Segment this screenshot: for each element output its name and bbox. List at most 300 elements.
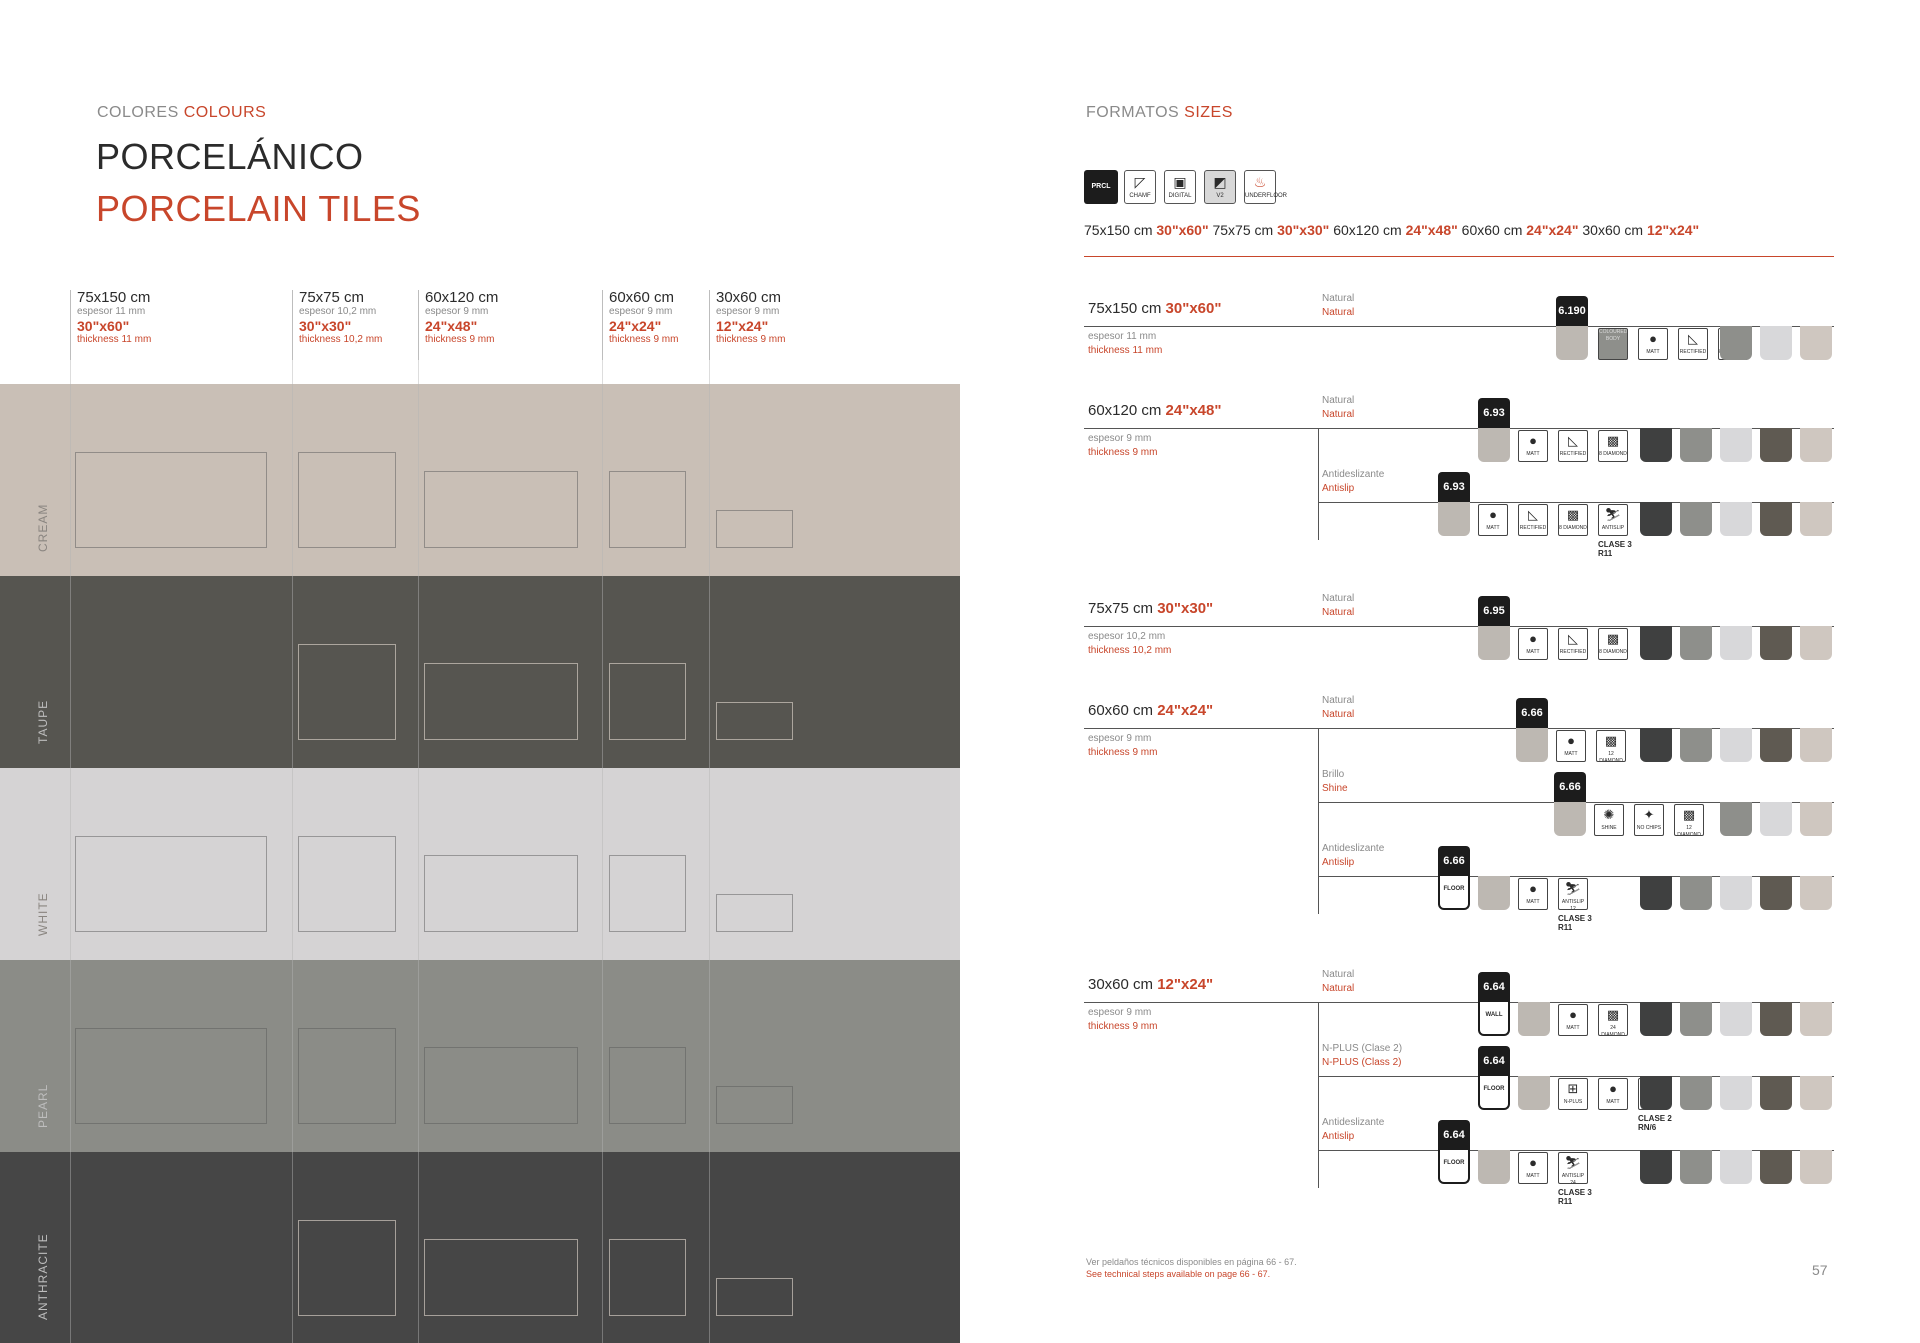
colour-swatch <box>1800 326 1832 360</box>
title-en: PORCELAIN TILES <box>96 188 421 229</box>
section-bracket <box>1318 728 1319 914</box>
column-size: 30x60 cm <box>716 289 782 306</box>
badge-swatch <box>1478 428 1510 462</box>
page-number: 57 <box>1812 1262 1828 1278</box>
underfloor-icon: ♨ UNDERFLOOR <box>1244 170 1276 204</box>
column-inch: 30"x30" <box>299 318 352 334</box>
finish-en: Antislip <box>1322 1131 1355 1142</box>
column-size: 75x150 cm <box>77 289 151 306</box>
spec-icon <box>1638 328 1668 360</box>
finish-label <box>1322 694 1354 722</box>
colour-swatch <box>1760 876 1792 910</box>
section-thickness: thickness 10,2 mm <box>1088 645 1172 656</box>
colour-swatch <box>1720 428 1752 462</box>
column-thickness: thickness 11 mm <box>77 334 152 345</box>
tile-outline <box>424 1047 578 1124</box>
finish-es: Antideslizante <box>1322 469 1385 480</box>
colour-swatch <box>1680 1002 1712 1036</box>
clase-label <box>1558 914 1592 932</box>
tile-outline <box>716 702 793 740</box>
colours-kicker <box>97 104 266 122</box>
spec-text: MATT <box>1526 649 1540 655</box>
spec-icon <box>1478 504 1508 536</box>
spec-text: 12 DIAMOND <box>1599 751 1623 762</box>
product-swatch <box>1518 1002 1550 1036</box>
clase-2: R11 <box>1558 923 1573 932</box>
section-espesor: espesor 9 mm <box>1088 433 1152 444</box>
spec-icon <box>1518 628 1548 660</box>
badge-swatch <box>1554 802 1586 836</box>
spec-icon <box>1598 504 1628 536</box>
spec-icon <box>1518 878 1548 910</box>
column-header <box>602 290 678 360</box>
finish-es: Natural <box>1322 395 1355 406</box>
spec-glyph: ✺ <box>1603 807 1615 822</box>
finish-en: Antislip <box>1322 857 1355 868</box>
badge-swatch <box>1438 502 1470 536</box>
spec-icon <box>1558 1004 1588 1036</box>
spec-text: RECTIFIED <box>1559 649 1587 655</box>
colour-swatch <box>1720 502 1752 536</box>
colour-swatch <box>1640 1002 1672 1036</box>
spec-icon <box>1598 628 1628 660</box>
column-divider <box>418 360 419 1343</box>
section-cm: 75x150 cm <box>1088 300 1162 317</box>
spec-text: ANTISLIP <box>1601 525 1625 531</box>
tile-outline <box>716 1086 793 1124</box>
colour-swatch <box>1760 1150 1792 1184</box>
spec-text: MATT <box>1486 525 1500 531</box>
colour-swatch <box>1800 1076 1832 1110</box>
spec-text: MATT <box>1526 899 1540 905</box>
section-sub <box>1088 330 1162 358</box>
tile-outline <box>609 1239 686 1316</box>
spec-glyph: ✦ <box>1643 807 1655 822</box>
colour-swatch <box>1800 502 1832 536</box>
spec-glyph: ◺ <box>1568 433 1578 448</box>
section-espesor: espesor 11 mm <box>1088 331 1157 342</box>
kicker-es-right: FORMATOS <box>1086 104 1180 121</box>
format-badge: 6.66 <box>1438 846 1470 876</box>
prcl-icon: PRCL <box>1084 170 1118 204</box>
colour-swatch <box>1760 326 1792 360</box>
column-espesor: espesor 9 mm <box>609 306 673 317</box>
spec-text: MATT <box>1566 1025 1580 1031</box>
spec-text: ANTISLIP 24 <box>1561 1173 1585 1184</box>
format-badge: 6.64 <box>1478 1046 1510 1076</box>
spec-text: MATT <box>1646 349 1660 355</box>
finish-en: Natural <box>1322 709 1355 720</box>
section-sub <box>1088 432 1157 460</box>
section-bracket <box>1318 428 1319 540</box>
column-thickness: thickness 9 mm <box>716 334 786 345</box>
tile-outline <box>424 855 578 932</box>
floor-tile: FLOOR <box>1438 1150 1470 1184</box>
spec-text: RECTIFIED <box>1559 451 1587 457</box>
spec-text: SHINE <box>1601 825 1617 831</box>
section-espesor: espesor 9 mm <box>1088 733 1152 744</box>
finish-label <box>1322 394 1354 422</box>
spec-glyph: ▩ <box>1566 507 1580 522</box>
section-inch: 24"x24" <box>1157 702 1214 719</box>
spec-icon <box>1558 628 1588 660</box>
column-header <box>418 290 498 360</box>
clase-label <box>1598 540 1632 558</box>
spec-text: RECTIFIED <box>1679 349 1707 355</box>
spec-icon <box>1596 730 1626 762</box>
section-title <box>1088 300 1221 317</box>
finish-label <box>1322 468 1384 496</box>
spec-text: 8 DIAMOND <box>1559 525 1587 531</box>
spec-text: 8 DIAMOND <box>1599 451 1627 457</box>
spec-icon <box>1598 1078 1628 1110</box>
sizes-line: 75x150 cm 30"x60" 75x75 cm 30"x30" 60x120 cm 24"x48" 60x60 cm 24"x24" 30x60 cm 12"x24" <box>1084 222 1700 238</box>
colour-swatch <box>1800 626 1832 660</box>
spec-glyph: ▩ <box>1604 733 1618 748</box>
finish-en: N-PLUS (Class 2) <box>1322 1057 1402 1068</box>
colour-swatch <box>1800 1150 1832 1184</box>
finish-label <box>1322 768 1348 796</box>
spec-icon <box>1598 1004 1628 1036</box>
spec-text: RECTIFIED <box>1519 525 1547 531</box>
spec-glyph: ● <box>1529 433 1537 448</box>
clase-label <box>1638 1114 1672 1132</box>
badge-swatch <box>1478 626 1510 660</box>
spec-glyph: ● <box>1489 507 1497 522</box>
spec-glyph: ▩ <box>1606 631 1620 646</box>
spec-glyph: ● <box>1529 631 1537 646</box>
finish-es: Antideslizante <box>1322 843 1385 854</box>
tile-outline <box>609 1047 686 1124</box>
section-title <box>1088 976 1213 993</box>
section-cm: 75x75 cm <box>1088 600 1154 617</box>
clase-1: CLASE 2 <box>1638 1114 1672 1123</box>
spec-icon <box>1674 804 1704 836</box>
finish-es: N-PLUS (Clase 2) <box>1322 1043 1403 1054</box>
section-inch: 24"x48" <box>1165 402 1222 419</box>
format-badge: 6.66 <box>1516 698 1548 728</box>
colour-swatch <box>1800 1002 1832 1036</box>
colour-swatch <box>1800 802 1832 836</box>
kicker-es: COLORES <box>97 104 179 121</box>
colour-swatch <box>1640 502 1672 536</box>
section-thickness: thickness 9 mm <box>1088 447 1158 458</box>
colour-swatch <box>1720 728 1752 762</box>
colour-swatch <box>1720 802 1752 836</box>
clase-1: CLASE 3 <box>1598 540 1632 549</box>
section-espesor: espesor 10,2 mm <box>1088 631 1166 642</box>
spec-glyph: ⛷ <box>1604 507 1622 522</box>
colour-swatch <box>1760 802 1792 836</box>
colour-label: WHITE <box>36 892 50 936</box>
finish-label <box>1322 968 1354 996</box>
kicker-en-right: SIZES <box>1184 104 1233 121</box>
spec-icon <box>1518 504 1548 536</box>
spec-glyph: ▩ <box>1606 433 1620 448</box>
spec-glyph: ● <box>1569 1007 1577 1022</box>
spec-glyph: ⊞ <box>1567 1081 1579 1096</box>
section-sub <box>1088 630 1171 658</box>
column-inch: 30"x60" <box>77 318 130 334</box>
finish-en: Natural <box>1322 409 1355 420</box>
footnote <box>1086 1256 1297 1280</box>
finish-rule <box>1318 502 1834 503</box>
spec-text: NO CHIPS <box>1636 825 1662 831</box>
finish-label <box>1322 1116 1384 1144</box>
spec-text: MATT <box>1526 451 1540 457</box>
tile-outline <box>424 1239 578 1316</box>
column-espesor: espesor 10,2 mm <box>299 306 377 317</box>
section-inch: 30"x30" <box>1157 600 1214 617</box>
spec-text: MATT <box>1526 1173 1540 1179</box>
spec-text: 24 DIAMOND <box>1601 1025 1625 1036</box>
finish-es: Brillo <box>1322 769 1345 780</box>
finish-es: Natural <box>1322 695 1355 706</box>
spec-glyph: ● <box>1609 1081 1617 1096</box>
colour-swatch <box>1760 1076 1792 1110</box>
colour-swatch <box>1680 428 1712 462</box>
spec-icon <box>1558 504 1588 536</box>
product-swatch <box>1478 876 1510 910</box>
spec-icon <box>1678 328 1708 360</box>
clase-2: RN/6 <box>1638 1123 1657 1132</box>
spec-text: MATT <box>1564 751 1578 757</box>
column-header <box>292 290 382 360</box>
column-header <box>70 290 151 360</box>
spec-text: 12 DIAMOND <box>1677 825 1701 836</box>
tile-outline <box>298 644 396 740</box>
tile-outline <box>609 471 686 548</box>
tile-outline <box>75 836 267 932</box>
section-bracket <box>1318 1002 1319 1188</box>
column-divider <box>709 360 710 1343</box>
colour-swatch <box>1680 1150 1712 1184</box>
colour-swatch <box>1680 876 1712 910</box>
kicker-en: COLOURS <box>183 104 267 121</box>
badge-swatch <box>1556 326 1588 360</box>
colour-swatch <box>1760 1002 1792 1036</box>
spec-glyph: ▩ <box>1682 807 1696 822</box>
section-title <box>1088 600 1213 617</box>
spec-icon <box>1518 430 1548 462</box>
format-badge: 6.93 <box>1478 398 1510 428</box>
column-divider <box>292 360 293 1343</box>
spec-icon <box>1558 430 1588 462</box>
column-inch: 24"x24" <box>609 318 662 334</box>
footnote-es: Ver peldaños técnicos disponibles en página 66 - 67. <box>1086 1257 1297 1267</box>
finish-en: Natural <box>1322 307 1355 318</box>
spec-glyph: ◺ <box>1528 507 1538 522</box>
tile-outline <box>609 855 686 932</box>
finish-rule <box>1318 1150 1834 1151</box>
spec-text: N-PLUS <box>1563 1099 1583 1105</box>
clase-2: R11 <box>1558 1197 1573 1206</box>
colour-swatch <box>1680 728 1712 762</box>
tile-outline <box>609 663 686 740</box>
tile-outline <box>298 836 396 932</box>
colour-swatch <box>1760 728 1792 762</box>
colour-swatch <box>1720 1002 1752 1036</box>
colour-swatch <box>1640 1150 1672 1184</box>
column-size: 60x60 cm <box>609 289 675 306</box>
clase-2: R11 <box>1598 549 1613 558</box>
finish-en: Natural <box>1322 983 1355 994</box>
colour-label: CREAM <box>36 503 50 552</box>
spec-text: 8 DIAMOND <box>1599 649 1627 655</box>
colour-swatch <box>1640 626 1672 660</box>
spec-glyph: ⛷ <box>1564 1155 1582 1170</box>
column-espesor: espesor 9 mm <box>716 306 780 317</box>
spec-icon <box>1558 1078 1588 1110</box>
finish-en: Natural <box>1322 607 1355 618</box>
tile-outline <box>298 1028 396 1124</box>
finish-rule <box>1318 1076 1834 1077</box>
finish-label <box>1322 1042 1402 1070</box>
spec-icon <box>1598 430 1628 462</box>
spec-icon <box>1558 878 1588 910</box>
product-swatch <box>1518 1076 1550 1110</box>
colour-swatch <box>1720 626 1752 660</box>
finish-en: Shine <box>1322 783 1348 794</box>
column-espesor: espesor 11 mm <box>77 306 146 317</box>
spec-icon <box>1634 804 1664 836</box>
badge-swatch <box>1516 728 1548 762</box>
section-inch: 30"x60" <box>1165 300 1222 317</box>
finish-es: Natural <box>1322 969 1355 980</box>
spec-glyph: ● <box>1567 733 1575 748</box>
tile-outline <box>75 1028 267 1124</box>
spec-icon <box>1598 328 1628 360</box>
colour-swatch <box>1760 428 1792 462</box>
spec-glyph: ● <box>1649 331 1657 346</box>
spec-icon <box>1594 804 1624 836</box>
colour-swatch <box>1640 428 1672 462</box>
tile-outline <box>716 1278 793 1316</box>
colour-swatch <box>1720 876 1752 910</box>
colour-swatch <box>1760 502 1792 536</box>
section-thickness: thickness 11 mm <box>1088 345 1163 356</box>
section-cm: 60x60 cm <box>1088 702 1154 719</box>
clase-1: CLASE 3 <box>1558 914 1592 923</box>
column-inch: 24"x48" <box>425 318 478 334</box>
format-badge: 6.66 <box>1554 772 1586 802</box>
colour-swatch <box>1720 1076 1752 1110</box>
floor-tile: FLOOR <box>1478 1076 1510 1110</box>
chamfered-icon: ◸ CHAMF <box>1124 170 1156 204</box>
column-thickness: thickness 9 mm <box>425 334 495 345</box>
section-sub <box>1088 732 1157 760</box>
format-badge: 6.95 <box>1478 596 1510 626</box>
tile-outline <box>298 452 396 548</box>
section-cm: 30x60 cm <box>1088 976 1154 993</box>
colour-swatch <box>1680 1076 1712 1110</box>
colour-swatch <box>1800 428 1832 462</box>
spec-glyph: ⛷ <box>1564 881 1582 896</box>
finish-label <box>1322 292 1354 320</box>
column-header <box>709 290 785 360</box>
v2-icon: ◩ V2 <box>1204 170 1236 204</box>
column-inch: 12"x24" <box>716 318 769 334</box>
spec-icon <box>1558 1152 1588 1184</box>
tile-outline <box>716 510 793 548</box>
tile-outline <box>75 452 267 548</box>
spec-icon <box>1556 730 1586 762</box>
colour-swatch <box>1720 1150 1752 1184</box>
spec-text: ANTISLIP 12 <box>1561 899 1585 910</box>
title-es: PORCELÁNICO <box>96 136 364 177</box>
column-divider <box>70 360 71 1343</box>
colour-swatch <box>1640 728 1672 762</box>
finish-label <box>1322 842 1384 870</box>
finish-label <box>1322 592 1354 620</box>
finish-es: Antideslizante <box>1322 1117 1385 1128</box>
finish-en: Antislip <box>1322 483 1355 494</box>
format-badge: 6.64 <box>1438 1120 1470 1150</box>
floor-tile: FLOOR <box>1438 876 1470 910</box>
colour-swatch <box>1800 876 1832 910</box>
colour-swatch <box>1800 728 1832 762</box>
colour-label: PEARL <box>36 1083 50 1128</box>
tile-outline <box>424 471 578 548</box>
colour-swatch <box>1640 876 1672 910</box>
spec-text: COLOURED BODY <box>1599 329 1628 342</box>
colour-swatch <box>1760 626 1792 660</box>
section-cm: 60x120 cm <box>1088 402 1162 419</box>
section-thickness: thickness 9 mm <box>1088 747 1158 758</box>
format-badge: 6.93 <box>1438 472 1470 502</box>
section-thickness: thickness 9 mm <box>1088 1021 1158 1032</box>
sizes-divider <box>1084 256 1834 257</box>
colour-swatch <box>1680 502 1712 536</box>
colour-swatch <box>1720 326 1752 360</box>
footnote-en: See technical steps available on page 66 - 67. <box>1086 1269 1271 1279</box>
section-title <box>1088 402 1221 419</box>
finish-es: Natural <box>1322 293 1355 304</box>
spec-icon <box>1518 1152 1548 1184</box>
column-thickness: thickness 9 mm <box>609 334 679 345</box>
column-thickness: thickness 10,2 mm <box>299 334 383 345</box>
spec-glyph: ● <box>1529 881 1537 896</box>
finish-es: Natural <box>1322 593 1355 604</box>
tile-outline <box>716 894 793 932</box>
spec-glyph: ● <box>1529 1155 1537 1170</box>
colour-swatch <box>1640 1076 1672 1110</box>
spec-glyph: ◺ <box>1568 631 1578 646</box>
section-espesor: espesor 9 mm <box>1088 1007 1152 1018</box>
tile-outline <box>298 1220 396 1316</box>
section-inch: 12"x24" <box>1157 976 1214 993</box>
product-swatch <box>1478 1150 1510 1184</box>
column-size: 60x120 cm <box>425 289 499 306</box>
column-size: 75x75 cm <box>299 289 365 306</box>
spec-glyph: ▩ <box>1606 1007 1620 1022</box>
clase-label <box>1558 1188 1592 1206</box>
section-title <box>1088 702 1213 719</box>
digital-icon: ▣ DIGITAL <box>1164 170 1196 204</box>
colour-swatch <box>1680 626 1712 660</box>
clase-1: CLASE 3 <box>1558 1188 1592 1197</box>
tile-outline <box>424 663 578 740</box>
colour-label: TAUPE <box>36 699 50 744</box>
column-espesor: espesor 9 mm <box>425 306 489 317</box>
colour-label: ANTHRACITE <box>36 1233 50 1320</box>
sizes-kicker <box>1086 104 1233 122</box>
finish-rule <box>1318 876 1834 877</box>
spec-text: MATT <box>1606 1099 1620 1105</box>
column-divider <box>602 360 603 1343</box>
section-sub <box>1088 1006 1157 1034</box>
spec-glyph: ◺ <box>1688 331 1698 346</box>
